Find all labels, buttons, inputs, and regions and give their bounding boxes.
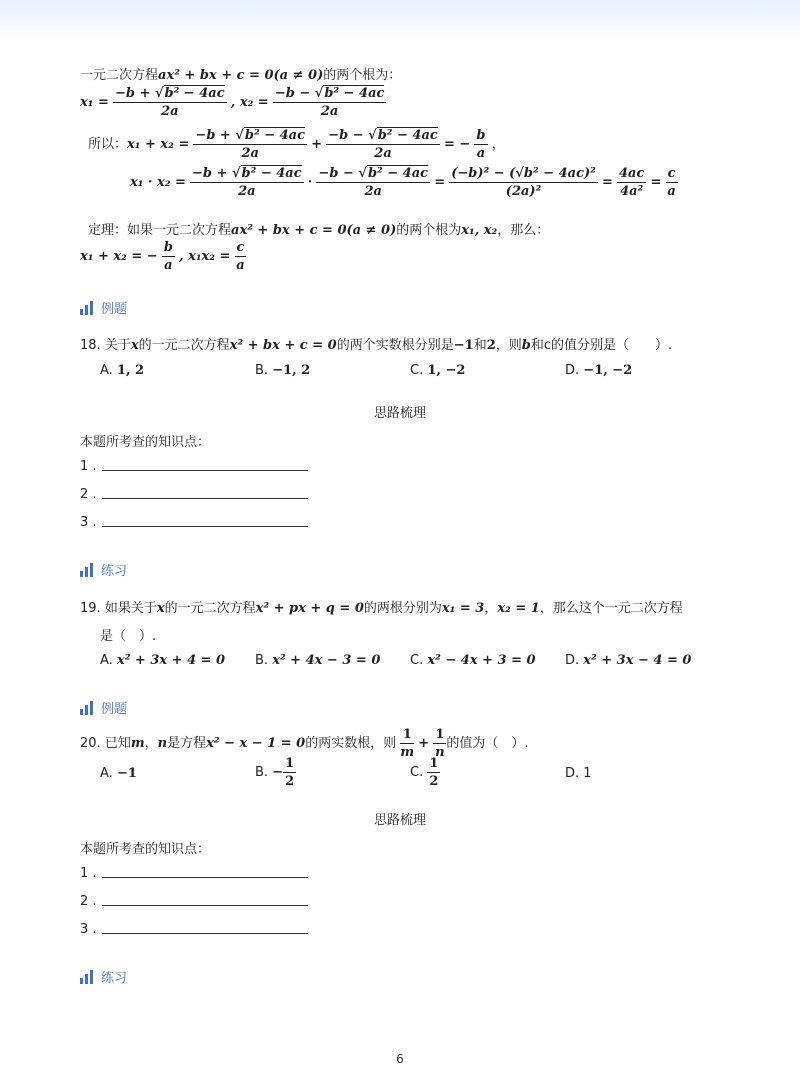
variable: n xyxy=(157,736,168,751)
variable: b xyxy=(521,338,531,353)
section-header-practice xyxy=(80,560,127,579)
text: 的两实数根，则 xyxy=(305,736,397,751)
option-value: x² − 4x + 3 = 0 xyxy=(427,653,536,668)
equation: x² + bx + c = 0 xyxy=(229,338,337,353)
blank-input-line[interactable] xyxy=(102,470,308,471)
variable: x xyxy=(156,601,165,616)
blank-label: 1 . xyxy=(80,866,97,881)
radicand: b² − 4ac xyxy=(377,128,438,143)
text: 的两根分别为 xyxy=(363,601,442,616)
denominator: 2a xyxy=(161,104,179,119)
radicand: b² − 4ac xyxy=(367,166,429,181)
review-title: 思路梳理 xyxy=(373,406,426,421)
question-number: 18. xyxy=(80,338,101,353)
blank-input-line[interactable] xyxy=(102,905,308,906)
option-c[interactable] xyxy=(410,756,440,789)
numerator: 1 xyxy=(435,727,445,742)
option-b[interactable] xyxy=(255,653,380,668)
option-value: 1 xyxy=(583,766,592,781)
text: ， xyxy=(144,736,158,751)
question-19 xyxy=(80,597,683,616)
blank-input-line[interactable] xyxy=(102,933,308,934)
fraction xyxy=(326,128,440,161)
text: 的值为（ ）. xyxy=(446,736,529,751)
fraction xyxy=(617,166,646,199)
section-header-practice xyxy=(80,967,127,986)
roots-formula xyxy=(80,86,386,119)
bar-chart-icon xyxy=(80,701,93,715)
text: ，那么这个一元二次方程 xyxy=(539,601,683,616)
numerator: −b − √ xyxy=(274,86,324,101)
denominator: a xyxy=(667,184,676,199)
fraction xyxy=(283,756,296,789)
numerator: c xyxy=(236,240,245,255)
fraction xyxy=(162,240,175,273)
operator: · xyxy=(307,175,313,190)
numerator: b xyxy=(163,240,173,255)
option-letter: C. xyxy=(410,363,424,378)
option-value: −1, −2 xyxy=(583,363,633,378)
text: ，则 xyxy=(495,338,522,353)
section-label: 练习 xyxy=(101,564,128,579)
vieta-intro-line xyxy=(80,64,401,83)
variable: x xyxy=(130,338,139,353)
x1-fraction xyxy=(113,86,227,119)
option-letter: D. xyxy=(565,363,580,378)
denominator: 4a² xyxy=(620,184,644,199)
blank-input-line[interactable] xyxy=(102,498,308,499)
option-a[interactable] xyxy=(100,363,144,378)
numerator: (−b)² − (√b² − 4ac)² xyxy=(451,166,596,181)
denominator: a xyxy=(164,258,173,273)
option-c[interactable] xyxy=(410,363,465,378)
fraction xyxy=(235,240,247,273)
sum-expression: x₁ + x₂ = − xyxy=(80,249,158,264)
text: 所以： xyxy=(88,137,128,152)
option-letter: A. xyxy=(100,363,113,378)
fraction xyxy=(449,166,598,199)
blank-label: 2 . xyxy=(80,894,97,909)
numerator: 4ac xyxy=(619,166,645,181)
text: 的一元二次方程 xyxy=(138,338,230,353)
root: x₁ = 3 xyxy=(441,601,485,616)
x1-label: x₁ = xyxy=(80,95,109,110)
root: x₂ = 1 xyxy=(497,601,540,616)
option-letter: C. xyxy=(410,653,424,668)
question-20 xyxy=(80,727,529,760)
denominator: 2a xyxy=(238,184,256,199)
text: 的值分别是（ ）. xyxy=(551,338,673,353)
blank-label: 2 . xyxy=(80,487,97,502)
option-a[interactable] xyxy=(100,653,225,668)
variable: m xyxy=(130,736,145,751)
question-number: 20. xyxy=(80,736,101,751)
option-d[interactable] xyxy=(565,766,592,781)
product-label: x₁ · x₂ = xyxy=(130,175,186,190)
operator: + xyxy=(418,736,430,751)
option-letter: C. xyxy=(410,765,424,780)
option-value: x² + 3x + 4 = 0 xyxy=(116,653,226,668)
review-intro: 本题所考查的知识点： xyxy=(80,842,211,857)
text: 和 xyxy=(530,338,544,353)
text: 关于 xyxy=(104,338,131,353)
numerator: 1 xyxy=(400,727,414,744)
denominator: (2a)² xyxy=(505,184,542,199)
option-value: x² + 4x − 3 = 0 xyxy=(272,653,381,668)
text: 如果关于 xyxy=(104,601,157,616)
text: ，那么： xyxy=(497,223,550,238)
section-label: 例题 xyxy=(101,302,128,317)
bar-chart-icon xyxy=(80,563,93,577)
x2-fraction xyxy=(273,86,387,119)
denominator: m xyxy=(400,745,415,760)
denominator: 2 xyxy=(285,774,295,789)
text: 的两个根为 xyxy=(396,223,462,238)
numerator: 1 xyxy=(429,756,439,771)
section-label: 例题 xyxy=(101,702,128,717)
x2-label: , x₂ = xyxy=(230,95,269,110)
section-header-example xyxy=(80,698,127,717)
option-value: 1, 2 xyxy=(116,363,145,378)
option-b[interactable] xyxy=(255,756,296,789)
numerator: c xyxy=(667,166,676,181)
question-19-cont: 是（ ）. xyxy=(100,629,157,644)
option-letter: D. xyxy=(565,766,580,781)
option-letter: B. xyxy=(255,653,269,668)
blank-input-line[interactable] xyxy=(102,526,308,527)
text: 一元二次方程 xyxy=(80,68,159,83)
equation: ax² + bx + c = 0(a ≠ 0) xyxy=(231,223,397,238)
text: 的两个实数根分别是 xyxy=(336,338,454,353)
option-value: −1 xyxy=(116,766,137,781)
question-18 xyxy=(80,334,672,353)
text: 的两个根为： xyxy=(323,68,402,83)
fraction xyxy=(316,166,430,199)
option-letter: A. xyxy=(100,766,113,781)
text: ， xyxy=(484,601,498,616)
option-value: − xyxy=(272,765,284,780)
numerator: −b − √ xyxy=(318,166,367,181)
numerator: 1 xyxy=(285,756,295,771)
option-letter: B. xyxy=(255,363,269,378)
sum-label: x₁ + x₂ = xyxy=(127,137,190,152)
option-value: 1, −2 xyxy=(427,363,466,378)
text: 和 xyxy=(473,338,487,353)
option-c[interactable] xyxy=(410,653,536,668)
operator: = xyxy=(434,175,446,190)
sum-derivation xyxy=(88,128,505,161)
root: −1 xyxy=(453,338,474,353)
theorem-result xyxy=(80,240,246,273)
bar-chart-icon xyxy=(80,970,93,984)
blank-label: 3 . xyxy=(80,922,97,937)
option-letter: A. xyxy=(100,653,113,668)
text: ， xyxy=(491,137,505,152)
radicand: b² − 4ac xyxy=(324,86,385,101)
blank-label: 3 . xyxy=(80,515,97,530)
equation: x² − x − 1 = 0 xyxy=(206,736,306,751)
option-a[interactable] xyxy=(100,766,137,781)
fraction xyxy=(190,166,304,199)
text: 定理：如果一元二次方程 xyxy=(88,223,232,238)
option-letter: B. xyxy=(255,765,269,780)
option-d[interactable] xyxy=(565,363,632,378)
product-expression: , x₁x₂ = xyxy=(179,249,231,264)
header-band xyxy=(0,0,800,40)
option-letter: D. xyxy=(565,653,580,668)
numerator: −b + √ xyxy=(192,166,241,181)
page-number: 6 xyxy=(396,1052,404,1066)
fraction xyxy=(666,166,678,199)
root: 2 xyxy=(486,338,496,353)
operator: = − xyxy=(443,137,471,152)
denominator: 2a xyxy=(241,146,259,161)
option-d[interactable] xyxy=(565,653,691,668)
variable: c xyxy=(543,338,552,353)
radicand: b² − 4ac xyxy=(244,128,306,143)
fraction xyxy=(474,128,487,161)
denominator: a xyxy=(236,258,245,273)
numerator: b xyxy=(476,128,486,143)
review-title: 思路梳理 xyxy=(373,813,426,828)
question-number: 19. xyxy=(80,601,101,616)
equation: x² + px + q = 0 xyxy=(255,601,364,616)
theorem-line xyxy=(88,219,549,238)
denominator: 2 xyxy=(429,774,439,789)
option-b[interactable] xyxy=(255,363,310,378)
review-intro: 本题所考查的知识点： xyxy=(80,435,211,450)
option-value: x² + 3x − 4 = 0 xyxy=(583,653,692,668)
numerator: −b + √ xyxy=(115,86,164,101)
numerator: −b − √ xyxy=(328,128,377,143)
denominator: 2a xyxy=(364,184,382,199)
operator: = xyxy=(601,175,613,190)
fraction xyxy=(193,128,307,161)
blank-input-line[interactable] xyxy=(102,877,308,878)
denominator: 2a xyxy=(320,104,339,119)
denominator: a xyxy=(476,146,486,161)
option-value: −1, 2 xyxy=(272,363,311,378)
denominator: 2a xyxy=(374,146,392,161)
text: 的一元二次方程 xyxy=(164,601,256,616)
roots: x₁, x₂ xyxy=(461,223,498,238)
radicand: b² − 4ac xyxy=(241,166,302,181)
operator: = xyxy=(650,175,662,190)
text: 是方程 xyxy=(167,736,207,751)
section-header-example xyxy=(80,298,127,317)
equation: ax² + bx + c = 0(a ≠ 0) xyxy=(158,68,324,83)
denominator: n xyxy=(435,745,445,760)
product-derivation xyxy=(130,166,678,199)
radicand: b² − 4ac xyxy=(164,86,225,101)
operator: + xyxy=(311,137,323,152)
fraction xyxy=(427,756,440,789)
text: 已知 xyxy=(104,736,131,751)
section-label: 练习 xyxy=(101,971,128,986)
blank-label: 1 . xyxy=(80,459,97,474)
bar-chart-icon xyxy=(80,301,93,315)
numerator: −b + √ xyxy=(195,128,244,143)
